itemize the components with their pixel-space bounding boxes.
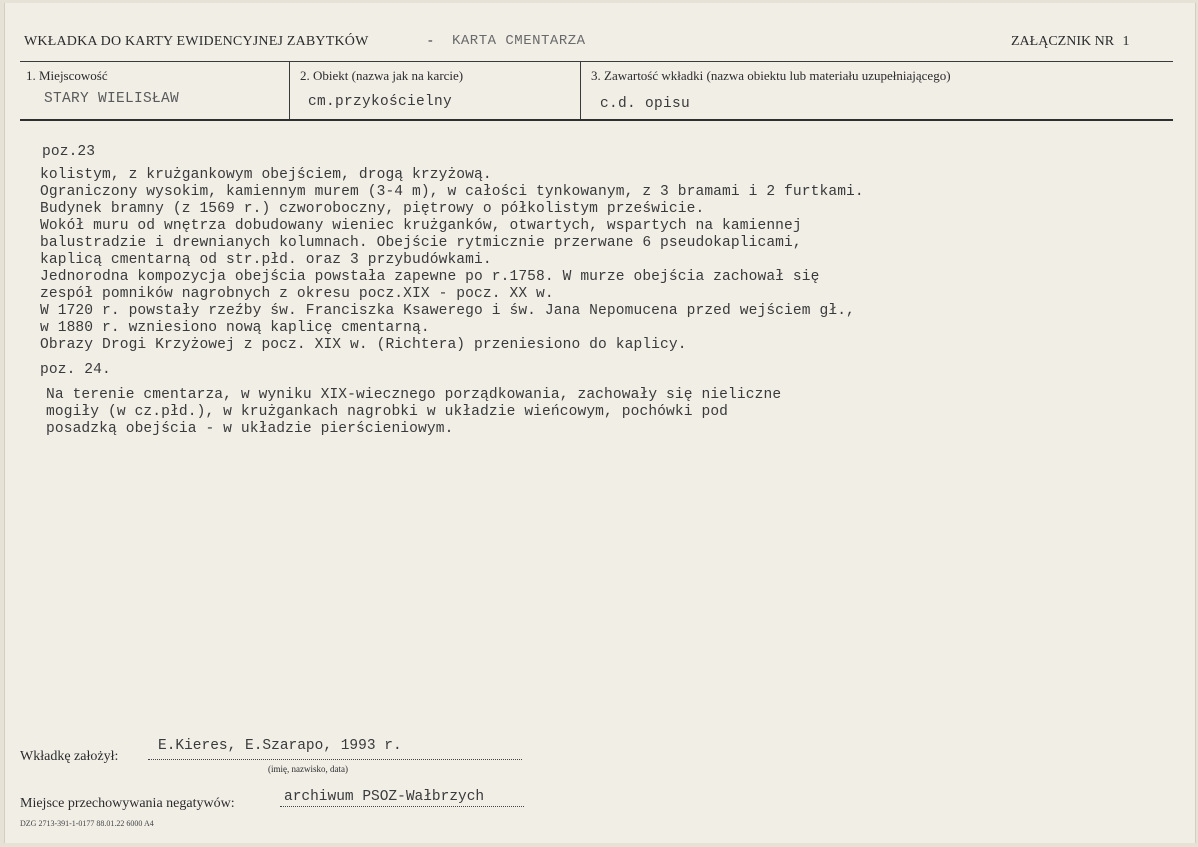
typed-line: posadzką obejścia - w układzie pierścieniowym.: [46, 421, 454, 437]
typed-line: balustradzie i drewnianych kolumnach. Obejście rytmicznie przerwane 6 pseudokaplicami,: [40, 235, 802, 251]
typed-line: Wokół muru od wnętrza dobudowany wieniec krużganków, otwartych, wspartych na kamiennej: [40, 218, 802, 234]
field-divider-2: [580, 61, 581, 119]
typed-line: mogiły (w cz.płd.), w krużgankach nagrobki w układzie wieńcowym, pochówki pod: [46, 404, 729, 420]
attachment-number-value: 1: [1122, 34, 1130, 49]
typed-line: zespół pomników nagrobnych z okresu pocz.XIX - pocz. XX w.: [40, 286, 554, 302]
negatives-label: Miejsce przechowywania negatywów:: [20, 796, 235, 811]
typed-line: kaplicą cmentarną od str.płd. oraz 3 przybudówkami.: [40, 252, 492, 268]
typed-line: W 1720 r. powstały rzeźby św. Franciszka Ksawerego i św. Jana Nepomucena przed wejściem gł.,: [40, 303, 855, 319]
negatives-value: archiwum PSOZ-Wałbrzych: [284, 789, 485, 805]
author-hint: (imię, nazwisko, data): [268, 764, 348, 774]
attachment-label: ZAŁĄCZNIK NR: [1011, 34, 1115, 49]
header-rule: [20, 61, 1173, 62]
field-divider-1: [289, 61, 290, 119]
section-heading: poz.23: [42, 144, 96, 160]
typed-line: Ograniczony wysokim, kamiennym murem (3-4 m), w całości tynkowanym, z 3 bramami i 2 furtkami.: [40, 184, 864, 200]
object-label: 2. Obiekt (nazwa jak na karcie): [300, 68, 464, 83]
locality-label: 1. Miejscowość: [26, 68, 108, 83]
typed-line: Obrazy Drogi Krzyżowej z pocz. XIX w. (Richtera) przeniesiono do kaplicy.: [40, 337, 687, 353]
negatives-dotted-line: [280, 806, 524, 807]
fields-bottom-rule: [20, 119, 1173, 121]
attachment-number: [1011, 34, 1130, 50]
typed-line: kolistym, z krużgankowym obejściem, drogą krzyżową.: [40, 167, 492, 183]
header-separator: -: [428, 33, 433, 48]
contents-value: c.d. opisu: [600, 96, 691, 112]
description-body: [40, 144, 864, 438]
typed-line: Jednorodna kompozycja obejścia powstała zapewne po r.1758. W murze obejścia zachował się: [40, 269, 820, 285]
section-heading: poz. 24.: [40, 362, 111, 378]
form-type: KARTA CMENTARZA: [452, 33, 586, 49]
author-dotted-line: [148, 759, 522, 760]
object-value: cm.przykościelny: [308, 94, 453, 110]
author-value: E.Kieres, E.Szarapo, 1993 r.: [158, 738, 402, 754]
contents-label: 3. Zawartość wkładki (nazwa obiektu lub materiału uzupełniającego): [591, 68, 951, 83]
author-label: Wkładkę założył:: [20, 749, 119, 764]
form-title: WKŁADKA DO KARTY EWIDENCYJNEJ ZABYTKÓW: [24, 34, 369, 49]
typed-line: Na terenie cmentarza, w wyniku XIX-wiecznego porządkowania, zachowały się nieliczne: [46, 387, 782, 403]
print-code: DZG 2713-391-1-0177 88.01.22 6000 A4: [20, 819, 154, 828]
typed-line: Budynek bramny (z 1569 r.) czworoboczny, piętrowy o półkolistym prześwicie.: [40, 201, 705, 217]
typed-line: w 1880 r. wzniesiono nową kaplicę cmentarną.: [40, 320, 430, 336]
locality-value: STARY WIELISŁAW: [44, 91, 180, 107]
